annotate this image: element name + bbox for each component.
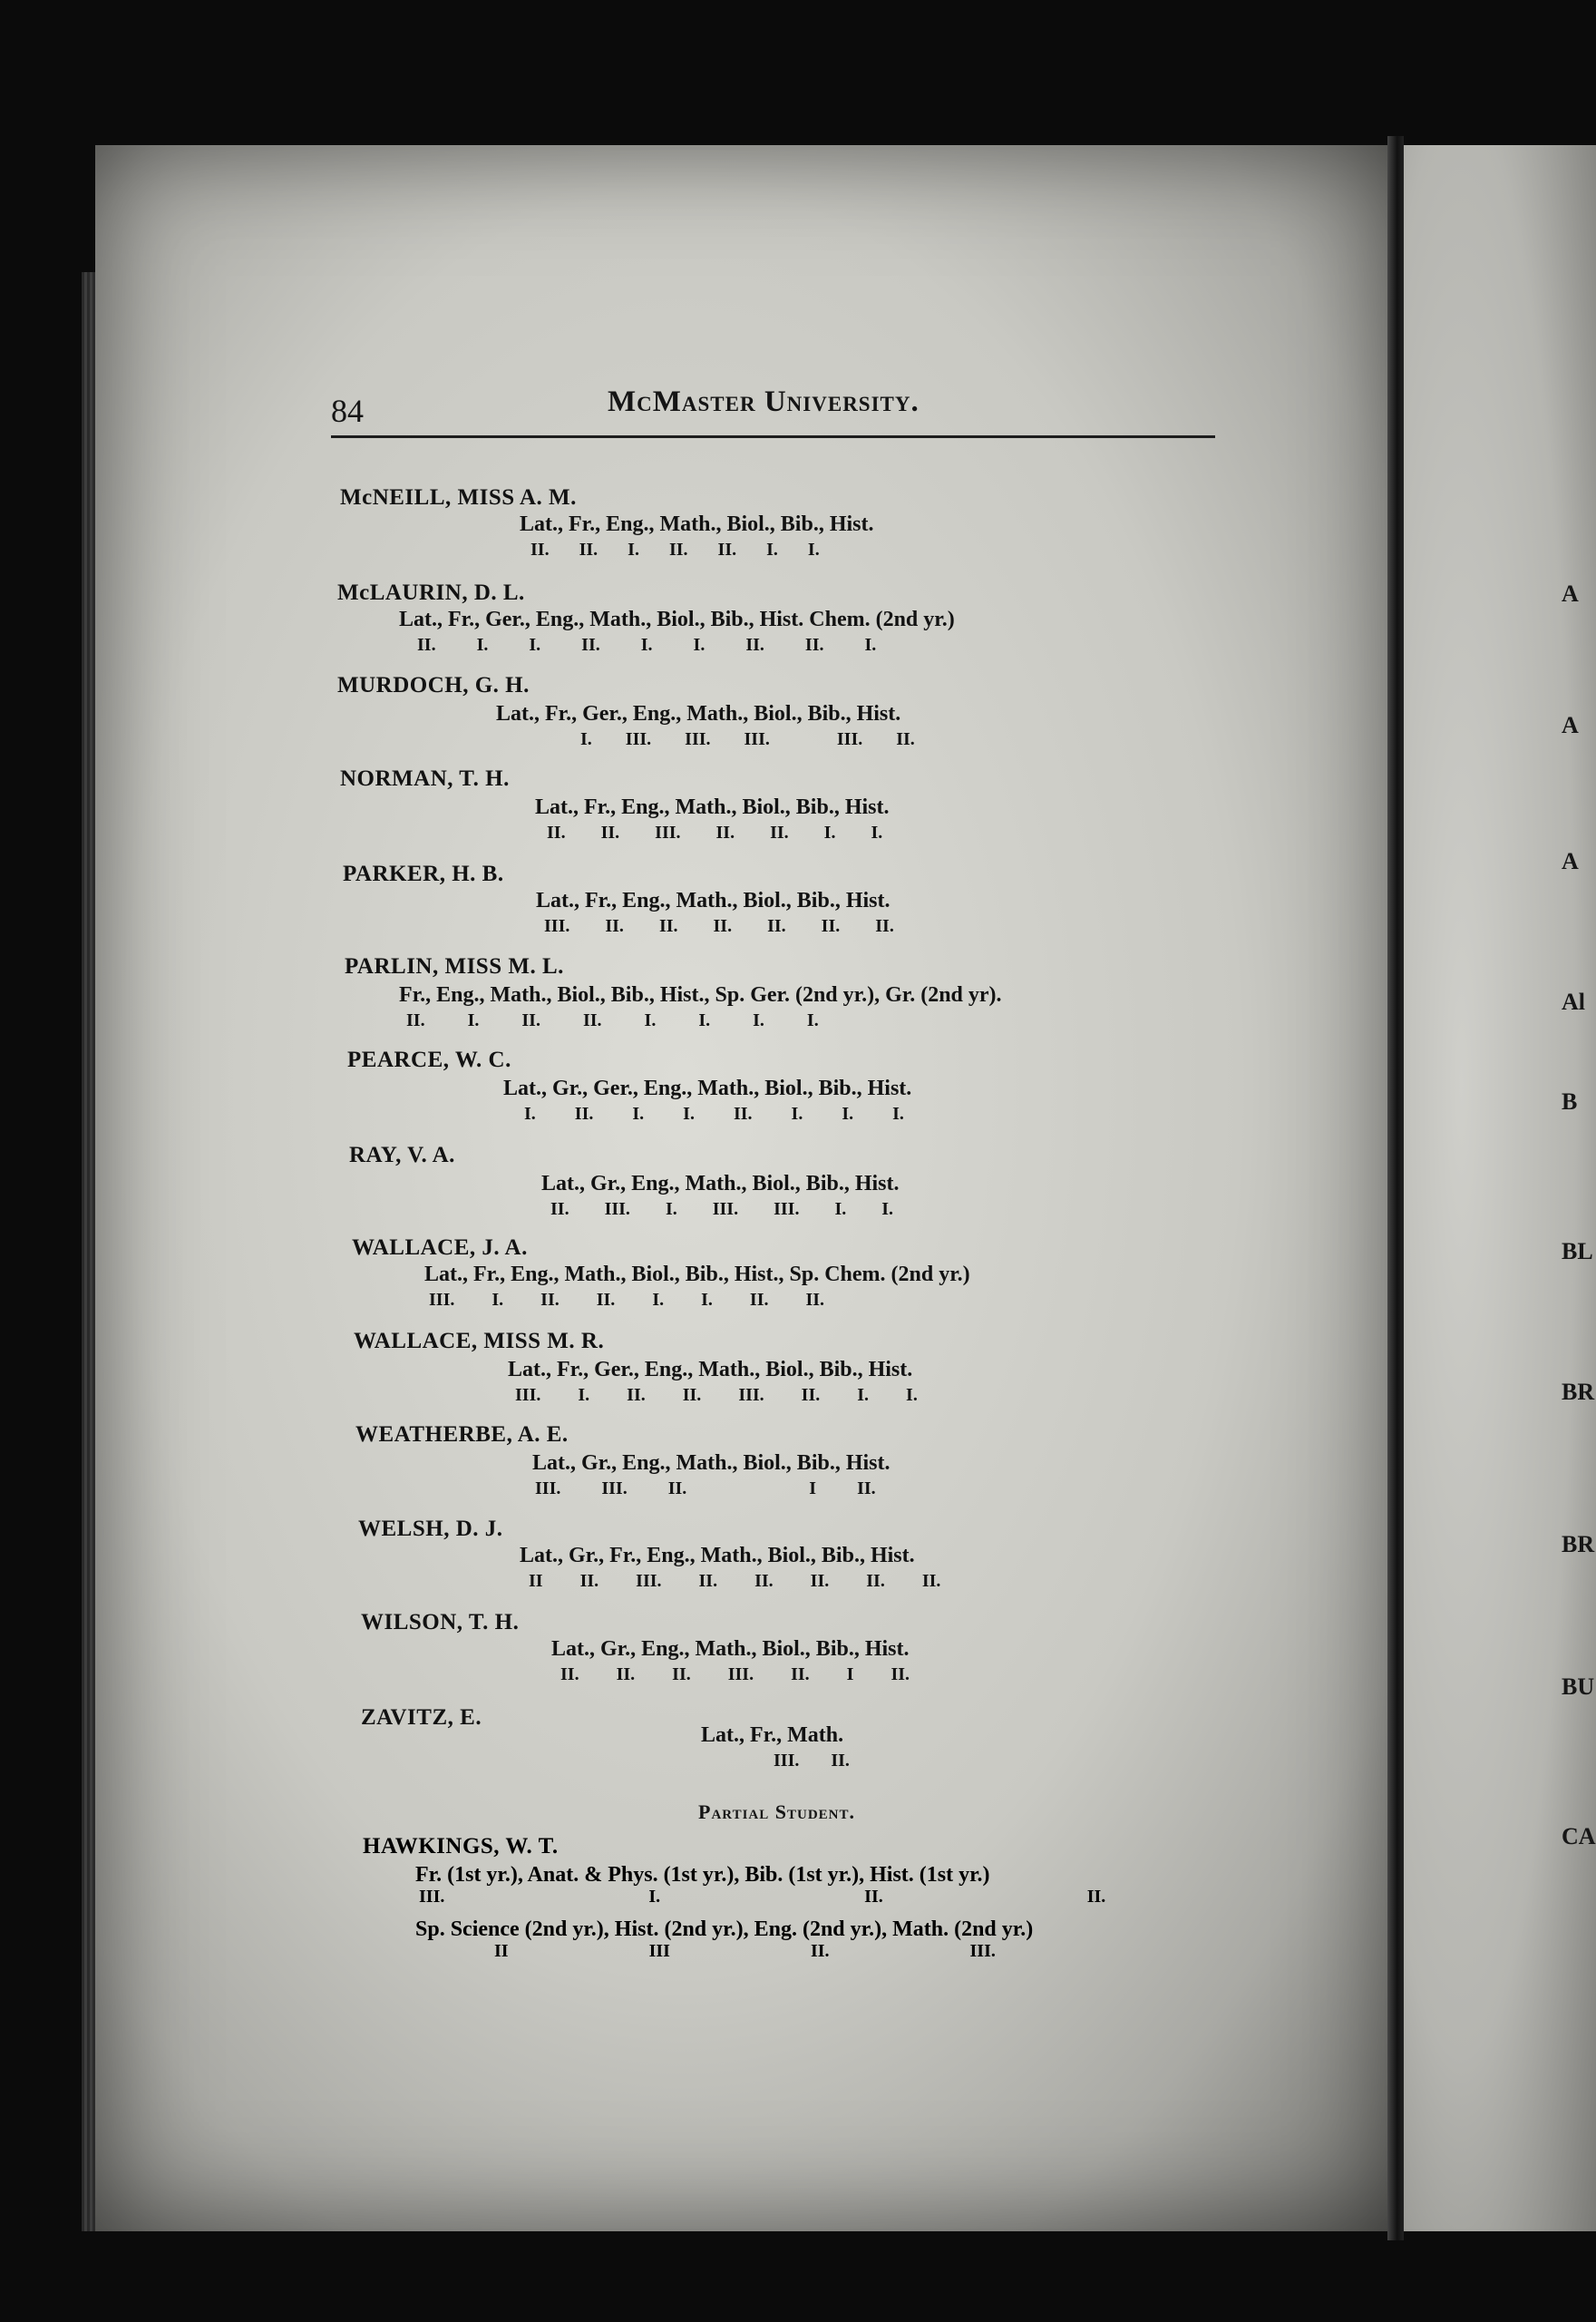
partial-student-entry [363, 1834, 1360, 1961]
student-entry [343, 862, 1340, 936]
grade-value: I. [524, 1104, 536, 1124]
grade-value: III. [636, 1571, 662, 1591]
edge-letter: Al [1562, 989, 1585, 1015]
grade-value: II. [866, 1571, 885, 1591]
grade-value: I. [698, 1010, 711, 1030]
student-entry [355, 1422, 1353, 1498]
grade-value: II. [810, 1571, 830, 1591]
subjects-line-1: Fr. (1st yr.), Anat. & Phys. (1st yr.), Bib. (1st yr.), Hist. (1st yr.) [415, 1863, 990, 1887]
grade-value: I. [834, 1199, 847, 1219]
grades-line [429, 1290, 824, 1311]
grade-value: III. [727, 1664, 754, 1684]
student-entry [337, 673, 1335, 749]
grade-value: II. [754, 1571, 774, 1591]
grade-value: III. [429, 1290, 455, 1310]
edge-letter: B [1562, 1088, 1578, 1115]
grades-line [547, 823, 882, 844]
grade-value: I. [476, 635, 489, 655]
grade-value: II. [745, 635, 764, 655]
page-number: 84 [331, 393, 364, 429]
edge-letter: CA [1562, 1823, 1596, 1849]
edge-letter: A [1562, 580, 1579, 607]
grade-value: I. [652, 1290, 665, 1310]
student-entry [361, 1705, 1358, 1771]
grade-value: II. [810, 1941, 830, 1961]
grade-value: III. [544, 916, 570, 936]
grades-line [524, 1104, 904, 1125]
grades-line [535, 1478, 876, 1499]
grade-value: II. [417, 635, 436, 655]
student-entry [358, 1517, 1356, 1591]
subjects-line: Lat., Fr., Eng., Math., Biol., Bib., Hist. [536, 889, 890, 912]
grade-value: I. [644, 1010, 657, 1030]
grade-value: II. [668, 540, 688, 560]
grade-value: II. [896, 729, 915, 749]
grade-value: II. [698, 1571, 718, 1591]
student-name: NORMAN, T. H. [340, 766, 510, 791]
grade-value: II. [547, 823, 566, 843]
grade-value: III. [604, 1199, 630, 1219]
section-heading-partial-student: Partial Student. [698, 1800, 856, 1823]
edge-letter: BR [1562, 1379, 1595, 1405]
student-entry [349, 1143, 1347, 1219]
grade-value: II. [596, 1290, 616, 1310]
grade-value: I. [683, 1104, 695, 1124]
student-entry [340, 485, 1338, 560]
grade-value: III. [744, 729, 770, 749]
grade-value: I. [881, 1199, 894, 1219]
subjects-line-2: Sp. Science (2nd yr.), Hist. (2nd yr.), Eng. (2nd yr.), Math. (2nd yr.) [415, 1917, 1034, 1941]
grade-value: I. [766, 540, 778, 560]
grade-value: II. [1086, 1887, 1106, 1907]
grade-value: III. [535, 1478, 561, 1498]
grade-value: II. [890, 1664, 910, 1684]
running-title: McMaster University. [608, 385, 920, 418]
grade-value: I. [665, 1199, 677, 1219]
grade-value: II. [821, 916, 841, 936]
student-name: RAY, V. A. [349, 1143, 455, 1167]
grade-value: I. [892, 1104, 904, 1124]
student-name: HAWKINGS, W. T. [363, 1834, 559, 1859]
grade-value: II. [804, 635, 824, 655]
student-name: WEATHERBE, A. E. [355, 1422, 569, 1447]
grade-value: II. [406, 1010, 425, 1030]
grades-line [406, 1010, 819, 1031]
grades-line [550, 1199, 893, 1220]
grade-value: II. [767, 916, 786, 936]
edge-letter: BU [1562, 1673, 1595, 1700]
grade-value: I. [628, 540, 639, 560]
grade-value: I. [491, 1290, 504, 1310]
student-name: PARKER, H. B. [343, 862, 504, 886]
grade-value: I. [640, 635, 653, 655]
grade-value: II. [581, 635, 600, 655]
subjects-line: Lat., Fr., Eng., Math., Biol., Bib., Hist. [535, 795, 890, 819]
student-name: WALLACE, MISS M. R. [354, 1329, 605, 1353]
student-name: McLAURIN, D. L. [337, 580, 525, 605]
grade-value: I. [580, 729, 592, 749]
grade-value: II. [616, 1664, 636, 1684]
grade-value: I. [842, 1104, 854, 1124]
grade-value: III. [738, 1385, 764, 1405]
grade-value: III. [969, 1941, 996, 1961]
grades-line [515, 1385, 918, 1406]
grade-value: II. [831, 1751, 850, 1771]
grades-line [417, 635, 876, 656]
grade-value: II. [521, 1010, 540, 1030]
subjects-line: Fr., Eng., Math., Biol., Bib., Hist., Sp. Ger. (2nd yr.), Gr. (2nd yr). [399, 983, 1002, 1007]
student-name: MURDOCH, G. H. [337, 673, 530, 698]
grades-line [530, 540, 820, 561]
grade-value: II. [717, 540, 737, 560]
grade-value: II. [667, 1478, 687, 1498]
subjects-line: Lat., Fr., Ger., Eng., Math., Biol., Bib., Hist. [508, 1358, 913, 1381]
grade-value: I. [791, 1104, 803, 1124]
grade-value: II. [770, 823, 789, 843]
grade-value: II. [857, 1478, 876, 1498]
grade-value: II [529, 1571, 543, 1591]
grade-value: II. [579, 540, 598, 560]
grade-value: III. [601, 1478, 628, 1498]
grade-value: II. [574, 1104, 594, 1124]
grade-value: I. [753, 1010, 764, 1030]
grade-value: I. [906, 1385, 918, 1405]
grade-value: II. [713, 916, 733, 936]
grades-line [774, 1751, 850, 1771]
grade-value: I. [806, 1010, 819, 1030]
grades-line-2 [494, 1941, 996, 1962]
grade-value: II. [605, 916, 624, 936]
grade-value: II. [540, 1290, 560, 1310]
subjects-line: Lat., Gr., Ger., Eng., Math., Biol., Bib., Hist. [503, 1077, 912, 1100]
student-entry [354, 1329, 1351, 1405]
subjects-line: Lat., Gr., Eng., Math., Biol., Bib., Hist. [532, 1451, 890, 1475]
student-entry [347, 1048, 1345, 1124]
grade-value: II. [791, 1664, 810, 1684]
grade-value: I. [823, 823, 836, 843]
grade-value: III. [685, 729, 711, 749]
grade-value: I. [807, 540, 820, 560]
grade-value: II. [715, 823, 735, 843]
grades-line [560, 1664, 910, 1685]
grade-value: III. [774, 1751, 800, 1771]
grade-value: III [648, 1941, 670, 1961]
grade-value: II. [582, 1010, 602, 1030]
student-name: WILSON, T. H. [361, 1610, 520, 1634]
grade-value: I. [857, 1385, 870, 1405]
grades-line [580, 729, 915, 750]
student-name: WALLACE, J. A. [352, 1235, 528, 1260]
grades-line-1 [419, 1887, 1105, 1907]
grade-value: II. [864, 1887, 883, 1907]
grade-value: II. [805, 1290, 825, 1310]
student-entry [337, 580, 1335, 655]
grade-value: I [809, 1478, 817, 1498]
edge-letter: A [1562, 848, 1579, 874]
grade-value: II. [682, 1385, 702, 1405]
grade-value: II. [733, 1104, 753, 1124]
student-name: WELSH, D. J. [358, 1517, 503, 1541]
grade-value: III. [712, 1199, 739, 1219]
student-entry [345, 954, 1342, 1030]
grade-value: II. [921, 1571, 941, 1591]
subjects-line: Lat., Fr., Eng., Math., Biol., Bib., Hist. [520, 512, 874, 536]
grade-value: II. [560, 1664, 579, 1684]
edge-letter: A [1562, 712, 1579, 738]
grade-value: I. [529, 635, 541, 655]
student-entry [361, 1610, 1358, 1684]
grades-line [544, 916, 894, 937]
grades-line [529, 1571, 940, 1592]
grade-value: II. [550, 1199, 569, 1219]
grade-value: II. [579, 1571, 599, 1591]
student-name: McNEILL, MISS A. M. [340, 485, 577, 510]
grade-value: III. [625, 729, 652, 749]
grade-value: II. [627, 1385, 646, 1405]
subjects-line: Lat., Gr., Eng., Math., Biol., Bib., Hist. [551, 1637, 910, 1661]
grade-value: I. [632, 1104, 645, 1124]
grade-value: II [494, 1941, 509, 1961]
grade-value: I. [693, 635, 706, 655]
grade-value: III. [419, 1887, 445, 1907]
student-name: PARLIN, MISS M. L. [345, 954, 564, 979]
grade-value: II. [672, 1664, 691, 1684]
grade-value: III. [515, 1385, 541, 1405]
grade-value: II. [658, 916, 678, 936]
grade-value: I. [467, 1010, 480, 1030]
subjects-line: Lat., Gr., Fr., Eng., Math., Biol., Bib., Hist. [520, 1544, 915, 1567]
subjects-line: Lat., Gr., Eng., Math., Biol., Bib., Hist. [541, 1172, 900, 1195]
grade-value: I [846, 1664, 854, 1684]
subjects-line: Lat., Fr., Eng., Math., Biol., Bib., Hist., Sp. Chem. (2nd yr.) [424, 1263, 970, 1286]
student-name: ZAVITZ, E. [361, 1705, 482, 1730]
student-entry [352, 1235, 1349, 1310]
grade-value: III. [774, 1199, 800, 1219]
grade-value: I. [701, 1290, 713, 1310]
edge-letter: BR [1562, 1531, 1595, 1557]
grade-value: II. [801, 1385, 821, 1405]
student-entry [340, 766, 1338, 843]
grade-value: I. [871, 823, 883, 843]
grade-value: II. [600, 823, 620, 843]
student-name: PEARCE, W. C. [347, 1048, 511, 1072]
grade-value: II. [875, 916, 894, 936]
grade-value: I. [648, 1887, 661, 1907]
subjects-line: Lat., Fr., Math. [701, 1723, 844, 1747]
grade-value: I. [864, 635, 877, 655]
edge-letter: BL [1562, 1238, 1593, 1264]
subjects-line: Lat., Fr., Ger., Eng., Math., Biol., Bib., Hist. [496, 702, 901, 726]
grade-value: II. [749, 1290, 769, 1310]
grade-value: III. [655, 823, 681, 843]
subjects-line: Lat., Fr., Ger., Eng., Math., Biol., Bib., Hist. Chem. (2nd yr.) [399, 608, 955, 631]
grade-value: II. [530, 540, 550, 560]
grade-value: I. [578, 1385, 590, 1405]
grade-value: III. [836, 729, 863, 749]
